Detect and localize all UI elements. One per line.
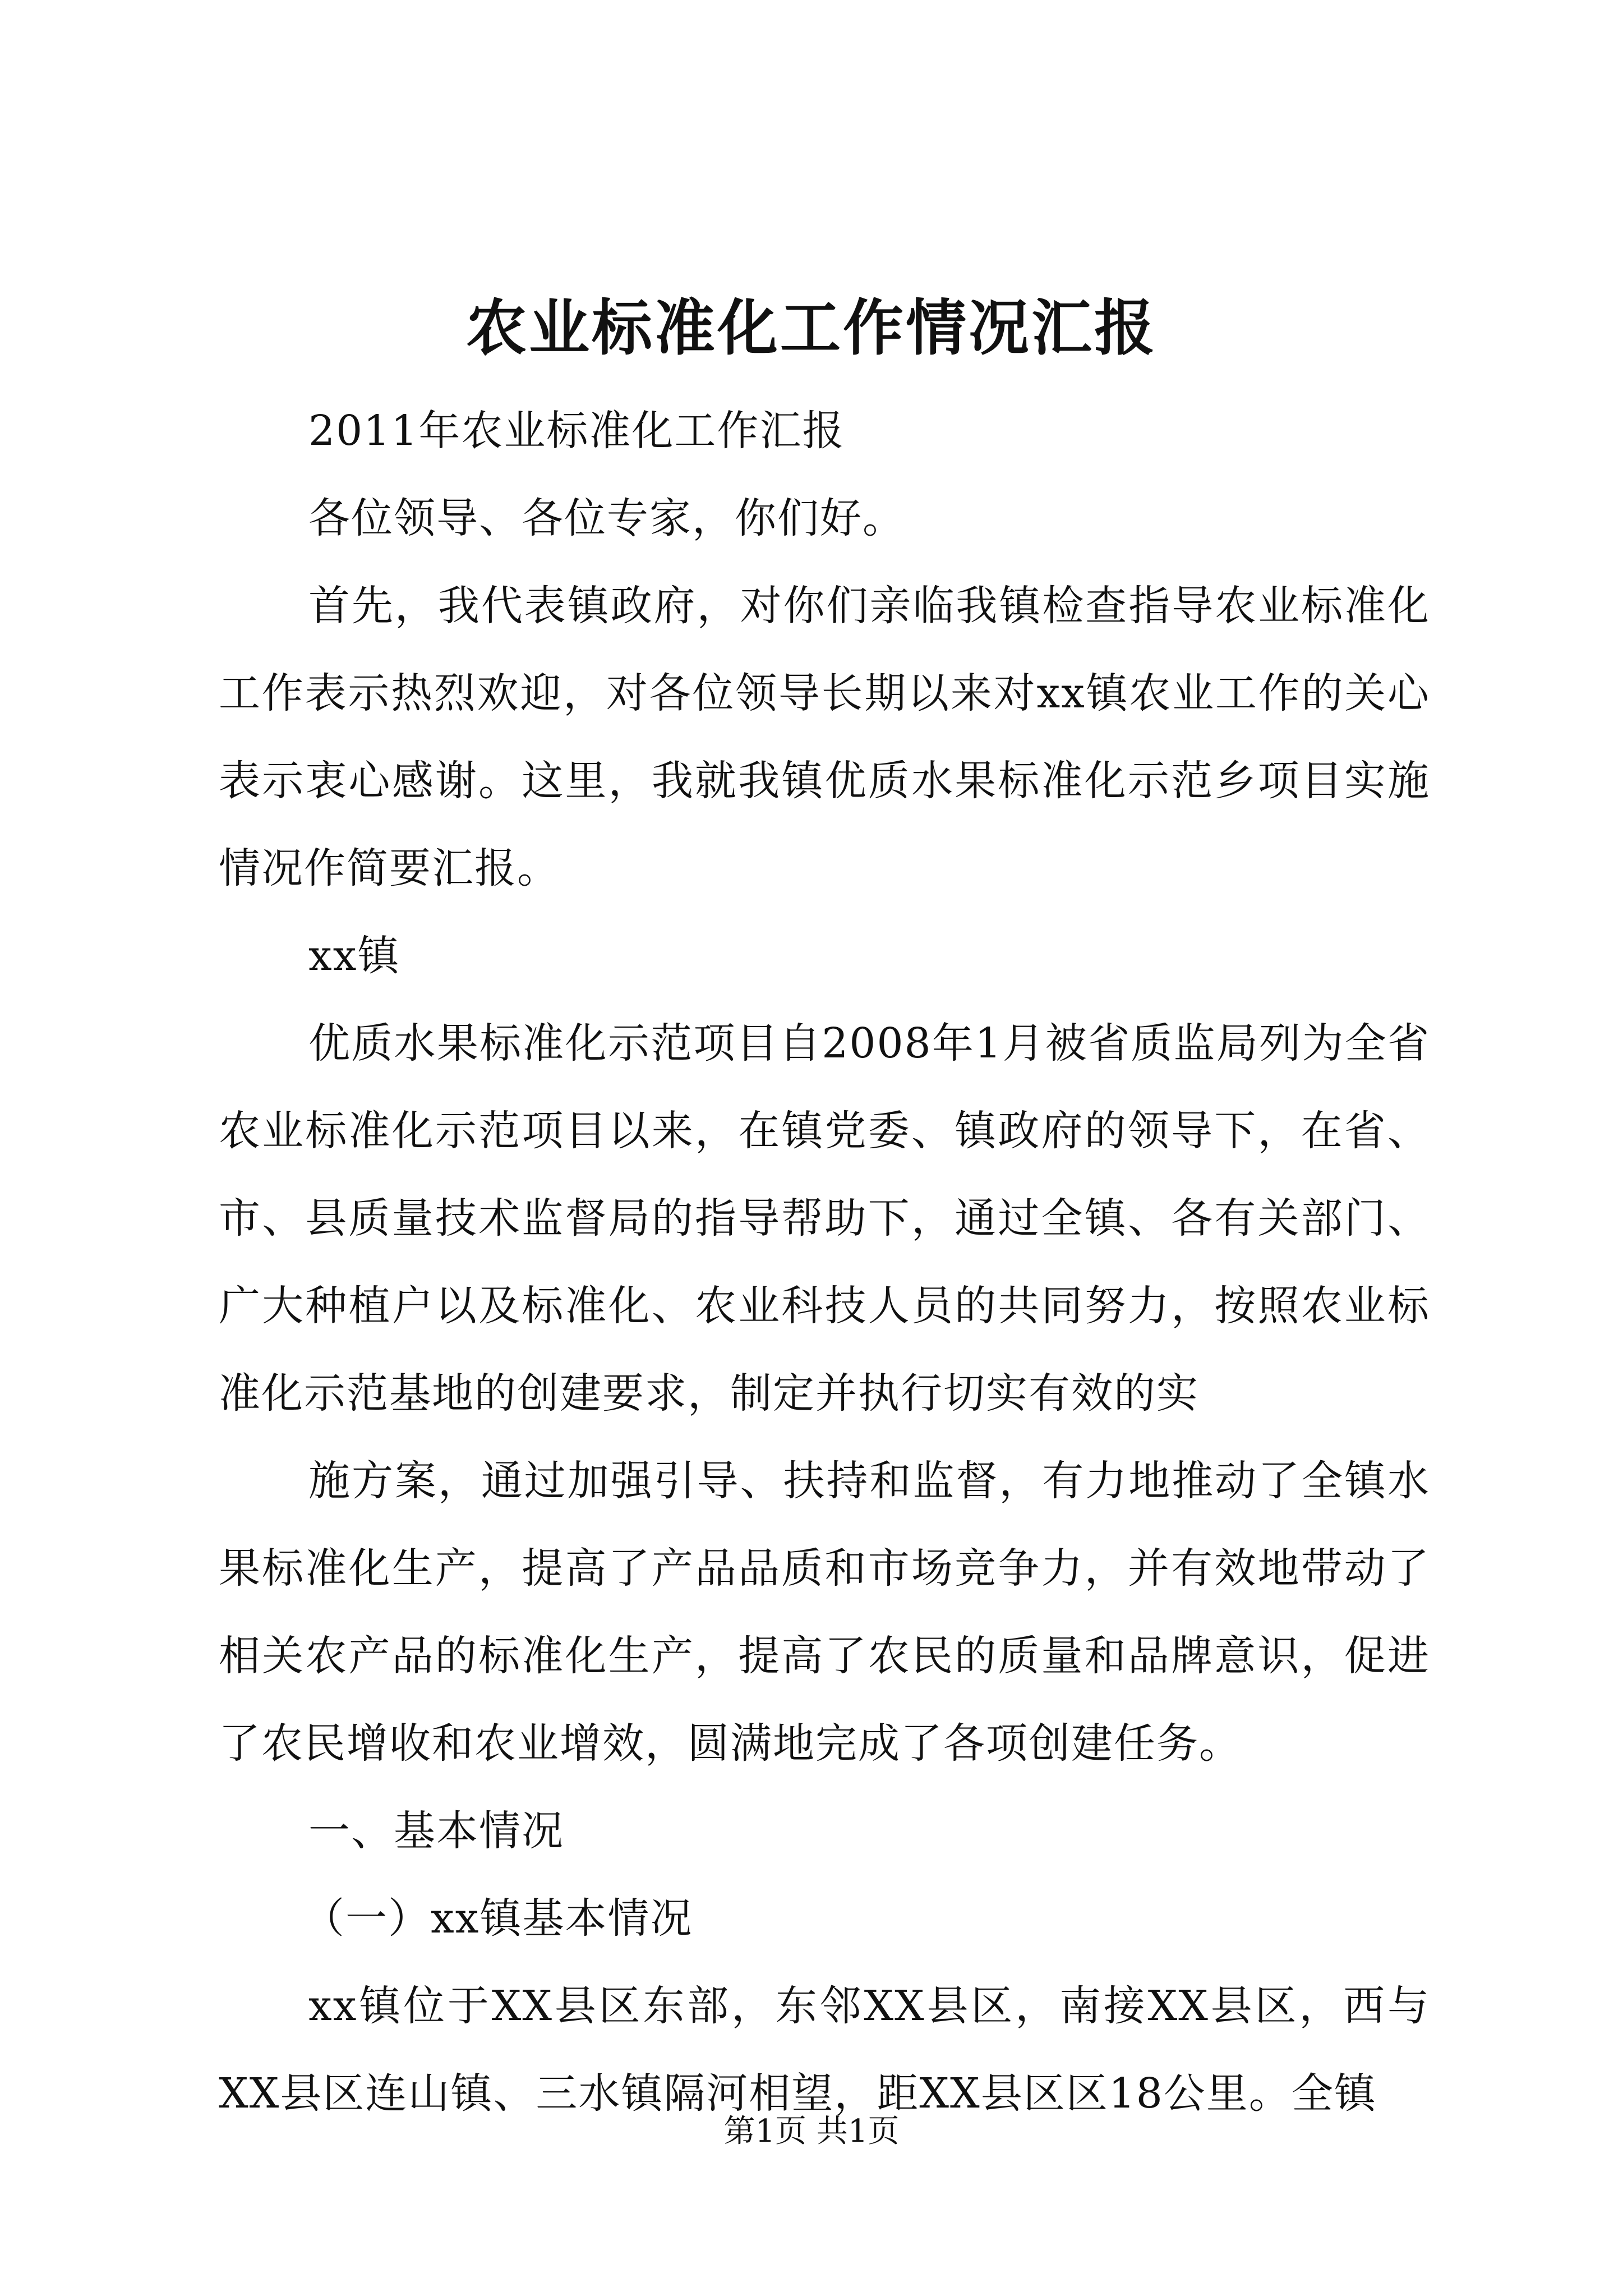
section-heading: 一、基本情况 xyxy=(308,1807,564,1855)
paragraph-town-name: xx镇 xyxy=(308,932,400,980)
document-body xyxy=(219,387,1430,2137)
document-title: 农业标准化工作情况汇报 xyxy=(465,293,1157,364)
paragraph-welcome: 首先，我代表镇政府，对你们亲临我镇检查指导农业标准化工作表示热烈欢迎，对各位领导长期以来对xx镇农业工作的关心表示衷心感谢。这里，我就我镇优质水果标准化示范乡项目实施情况作简要汇报。 xyxy=(219,582,1430,892)
paragraph-subtitle: 2011年农业标准化工作汇报 xyxy=(308,407,845,455)
paragraph-project-intro: 优质水果标准化示范项目自2008年1月被省质监局列为全省农业标准化示范项目以来，在镇党委、镇政府的领导下，在省、市、县质量技术监督局的指导帮助下，通过全镇、各有关部门、广大种植户以及标准化、农业科技人员的共同努力，按照农业标准化示范基地的创建要求，制定并执行切实有效的实 xyxy=(219,1019,1430,1418)
paragraph-greeting: 各位领导、各位专家，你们好。 xyxy=(308,494,905,542)
paragraph-town-location: xx镇位于XX县区东部，东邻XX县区，南接XX县区，西与XX县区连山镇、三水镇隔河相望，距XX县区区18公里。全镇 xyxy=(219,1982,1430,2118)
paragraph-project-results: 施方案，通过加强引导、扶持和监督，有力地推动了全镇水果标准化生产，提高了产品品质和市场竞争力，并有效地带动了相关农产品的标准化生产，提高了农民的质量和品牌意识，促进了农民增收和农业增效，圆满地完成了各项创建任务。 xyxy=(219,1457,1430,1768)
subsection-heading: （一）xx镇基本情况 xyxy=(303,1894,693,1943)
page-footer: 第1页 共1页 xyxy=(723,2113,900,2150)
